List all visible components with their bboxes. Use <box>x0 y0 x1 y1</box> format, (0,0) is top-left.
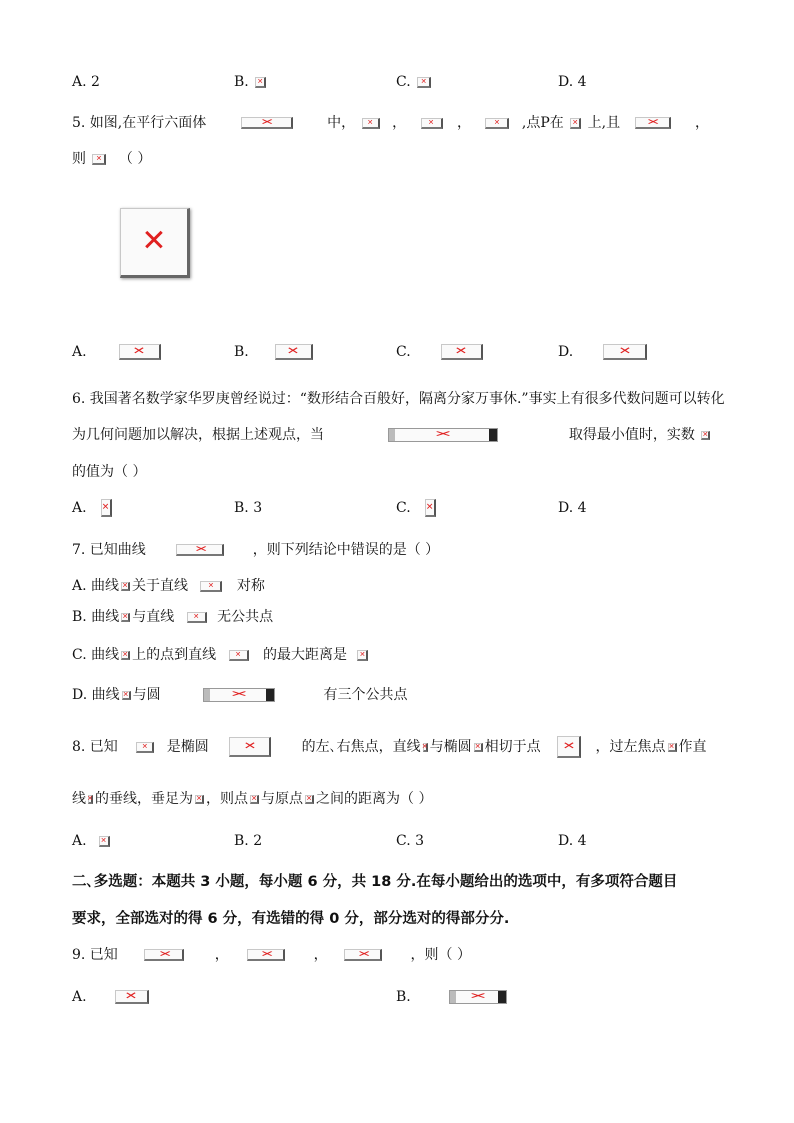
q9-stem: 9. 已知 ✕ ， ✕ ， ✕ ，则（ ） <box>72 943 471 967</box>
q8-option-a: A.✕ <box>72 829 112 853</box>
formula-image-icon <box>99 836 110 847</box>
q8-stem: 8. 已知 ✕ 是椭圆 ✕ 的左､右焦点，直线✕ 与椭圆✕ 相切于点 ✕ ，过左焦点✕ 作直 <box>72 735 707 759</box>
formula-image-icon <box>229 737 271 757</box>
q5-option-c: C.✕ <box>396 340 485 364</box>
formula-image-icon <box>200 581 222 592</box>
q5-option-a: A.✕ <box>72 340 163 364</box>
section-heading-line2: 要求，全部选对的得 6 分，有选错的得 0 分，部分选对的得部分分. <box>72 911 510 927</box>
formula-image-icon <box>247 949 285 961</box>
q8-option-c: C. 3 <box>396 833 425 849</box>
formula-image-icon <box>241 117 293 129</box>
q4-option-c: C. ✕ <box>396 70 433 94</box>
formula-image-icon <box>441 344 483 360</box>
formula-image-icon <box>255 77 266 88</box>
q8-option-d: D. 4 <box>558 833 587 849</box>
formula-image-icon <box>668 743 677 752</box>
formula-image-icon <box>417 77 431 88</box>
formula-image-icon <box>119 344 161 360</box>
q5-figure <box>118 208 192 278</box>
q6-option-b: B. 3 <box>234 500 263 516</box>
q5-stem-line2: 则 ✕ （ ） <box>72 147 151 171</box>
formula-image-icon <box>250 795 259 804</box>
q8-stem-line2: 线✕ 的垂线，垂足为✕ ，则点✕ 与原点✕ 之间的距离为（ ） <box>72 787 432 811</box>
q7-stem: 7. 已知曲线 ✕ ，则下列结论中错误的是（ ） <box>72 538 439 562</box>
formula-image-icon <box>115 990 149 1004</box>
formula-image-icon <box>136 742 154 753</box>
formula-image-icon <box>203 688 275 702</box>
formula-image-icon <box>557 736 581 758</box>
formula-image-icon <box>421 118 443 129</box>
formula-image-icon <box>603 344 647 360</box>
formula-image-icon <box>122 691 131 700</box>
formula-image-icon <box>176 544 224 556</box>
q6-option-c: C.✕ <box>396 496 438 520</box>
formula-image-icon <box>144 949 184 961</box>
q4-option-a: A. 2 <box>72 74 100 90</box>
formula-image-icon <box>423 743 428 752</box>
q5-stem: 5. 如图,在平行六面体 ✕ 中， ✕ ， ✕ ， ✕ ,点P在 ✕ 上,且 ✕ ， <box>72 111 709 135</box>
q4-option-b: B. ✕ <box>234 70 268 94</box>
formula-image-icon <box>121 582 130 591</box>
q7-option-c: C. 曲线✕ 上的点到直线 ✕ 的最大距离是 ✕ <box>72 643 370 667</box>
formula-image-icon <box>101 499 112 517</box>
q7-option-d: D. 曲线✕ 与圆 ✕ 有三个公共点 <box>72 683 408 707</box>
formula-image-icon <box>388 428 498 442</box>
figure-image-icon <box>120 208 190 278</box>
q6-stem-line3: 的值为（ ） <box>72 464 147 480</box>
formula-image-icon <box>570 118 581 129</box>
q7-option-a: A. 曲线✕ 关于直线 ✕ 对称 <box>72 574 265 598</box>
q9-option-b: B.✕ <box>396 985 509 1009</box>
formula-image-icon <box>229 650 249 661</box>
formula-image-icon <box>187 612 207 623</box>
formula-image-icon <box>701 431 710 440</box>
q5-option-b: B.✕ <box>234 340 315 364</box>
q6-stem: 6. 我国著名数学家华罗庚曾经说过：“数形结合百般好，隔离分家万事休.”事实上有很多代数问题可以转化 <box>72 391 725 407</box>
formula-image-icon <box>425 499 436 517</box>
formula-image-icon <box>485 118 509 129</box>
formula-image-icon <box>195 795 204 804</box>
formula-image-icon <box>88 795 93 804</box>
q6-stem-line2: 为几何问题加以解决，根据上述观点，当 ✕ 取得最小值时，实数 ✕ <box>72 423 712 447</box>
formula-image-icon <box>362 118 380 129</box>
q4-option-d: D. 4 <box>558 74 587 90</box>
formula-image-icon <box>474 743 483 752</box>
section-heading: 二､多选题：本题共 3 小题，每小题 6 分，共 18 分.在每小题给出的选项中，有多项符合题目 <box>72 874 678 890</box>
formula-image-icon <box>449 990 507 1004</box>
formula-image-icon <box>305 795 314 804</box>
q6-option-a: A.✕ <box>72 496 114 520</box>
formula-image-icon <box>121 613 130 622</box>
q9-option-a: A.✕ <box>72 985 151 1009</box>
formula-image-icon <box>344 949 382 961</box>
q6-option-d: D. 4 <box>558 500 587 516</box>
formula-image-icon <box>92 154 106 165</box>
formula-image-icon <box>121 651 130 660</box>
formula-image-icon <box>275 344 313 360</box>
q8-option-b: B. 2 <box>234 833 263 849</box>
formula-image-icon <box>357 650 368 661</box>
q5-option-d: D.✕ <box>558 340 649 364</box>
q7-option-b: B. 曲线✕ 与直线 ✕ 无公共点 <box>72 605 273 629</box>
formula-image-icon <box>635 117 671 129</box>
